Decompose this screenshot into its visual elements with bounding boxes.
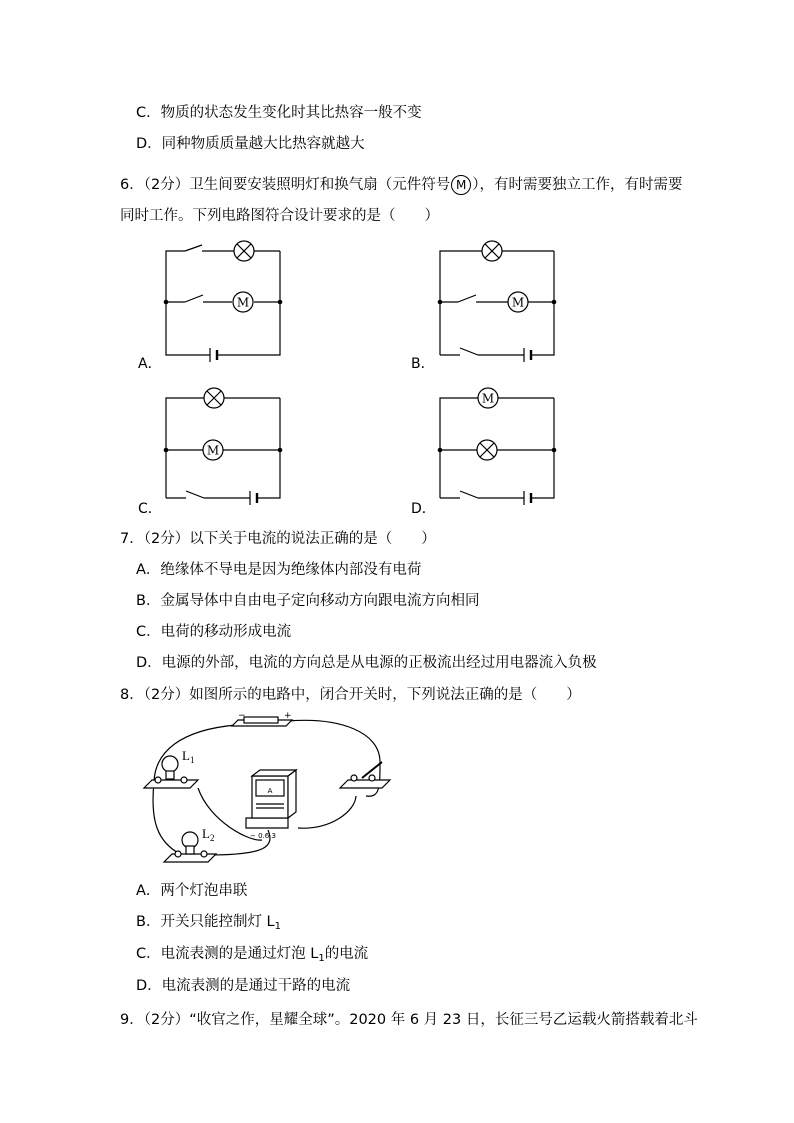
q8-option-c: C．电流表测的是通过灯泡 $L_1$的电流 [136,946,369,964]
svg-text:− 0.6 3: − 0.6 3 [250,832,276,840]
motor-icon [203,440,223,460]
motor-icon [508,292,528,312]
q6-stem-line1 [120,175,682,195]
lamp-icon [477,440,497,460]
q6-option-d-label: D． [411,501,436,517]
circuit-diagram-c [160,388,286,508]
q7-stem: 7．（2分）以下关于电流的说法正确的是（ ） [120,531,436,547]
q7-option-c: C．电荷的移动形成电流 [136,624,292,640]
battery-icon [232,711,292,726]
svg-text:M: M [236,295,250,310]
q6-stem-part1: 6．（2分）卫生间要安装照明灯和换气扇（元件符号 [120,177,451,193]
svg-text:A: A [267,787,273,795]
motor-icon [233,292,253,312]
q6-option-a-label: A． [138,356,162,372]
svg-text:M: M [511,295,525,310]
q6-stem-part2: ），有时需要独立工作，有时需要 [472,177,683,193]
circuit-diagram-a [160,238,286,362]
prev-option-c: C．物质的状态发生变化时其比热容一般不变 [136,105,422,121]
q8-option-b: B．开关只能控制灯 $L_1$ [136,914,282,932]
svg-text:M: M [206,443,220,458]
q7-option-d: D．电源的外部，电流的方向总是从电源的正极流出经过用电器流入负极 [136,655,597,671]
circuit-photo-diagram [140,712,400,872]
switch-icon [340,762,390,788]
q8-option-a: A．两个灯泡串联 [136,883,248,899]
q8-option-d: D．电流表测的是通过干路的电流 [136,978,351,994]
lamp-icon [482,241,502,261]
circuit-diagram-d [434,388,560,508]
lamp-icon [204,388,224,408]
ammeter-icon [246,770,296,840]
l2-label: $L_2$ [202,826,215,843]
q7-option-a: A．绝缘体不导电是因为绝缘体内部没有电荷 [136,562,422,578]
q6-option-b-label: B． [411,356,435,372]
q7-option-b: B．金属导体中自由电子定向移动方向跟电流方向相同 [136,593,480,609]
svg-text:−: − [238,711,246,721]
l1-label: $L_1$ [182,748,195,765]
lamp-icon [234,241,254,261]
prev-option-d: D．同种物质质量越大比热容就越大 [136,136,365,152]
motor-symbol-icon: M [451,175,471,195]
svg-text:+: + [284,711,292,721]
svg-text:M: M [481,391,495,406]
q8-stem: 8．（2分）如图所示的电路中，闭合开关时，下列说法正确的是（ ） [120,687,581,703]
motor-icon [478,388,498,408]
q9-stem: 9．（2分）“收官之作，星耀全球”。2020 年 6 月 23 日，长征三号乙运载火箭搭载着北斗 [120,1012,698,1028]
circuit-diagram-b [434,238,560,362]
q6-option-c-label: C． [138,501,162,517]
q6-stem-line2: 同时工作。下列电路图符合设计要求的是（ ） [120,208,439,224]
